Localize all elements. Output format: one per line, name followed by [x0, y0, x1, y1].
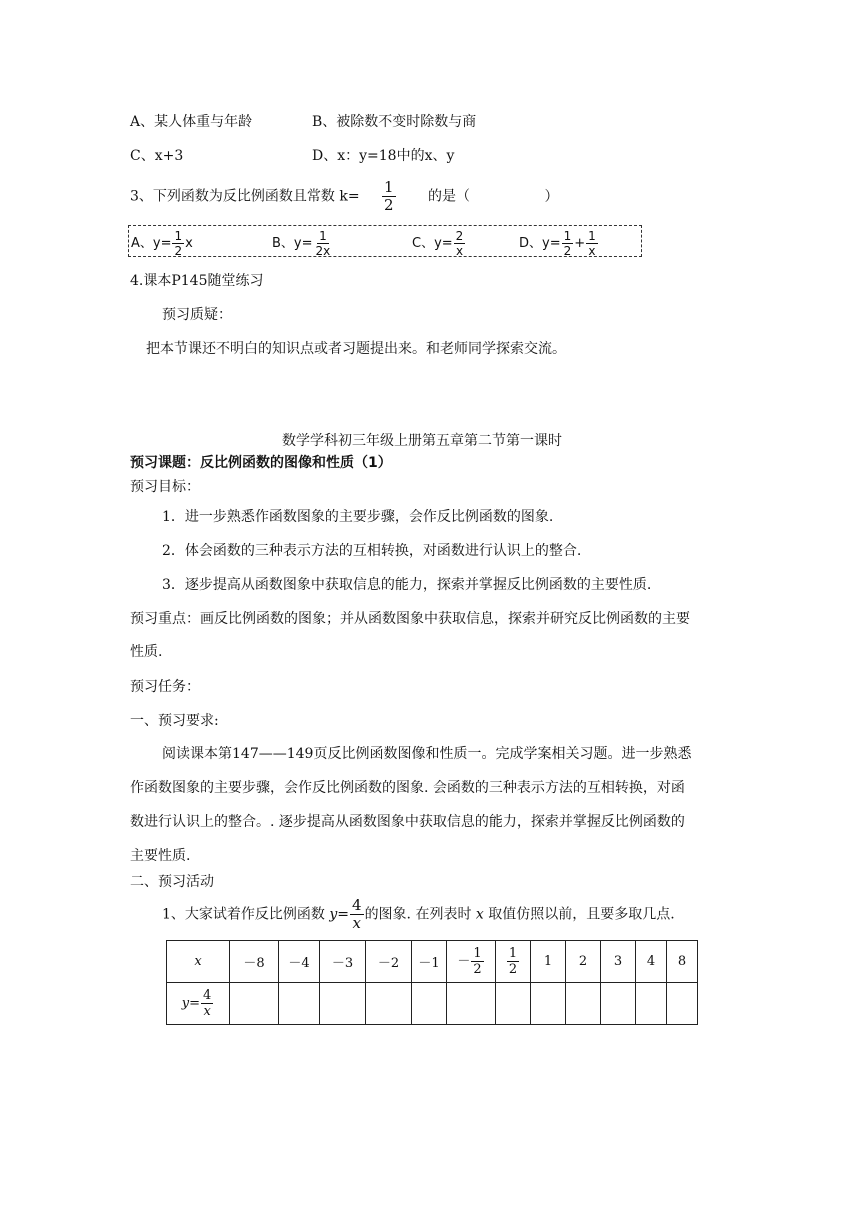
task-title: 预习任务： — [130, 679, 200, 695]
doubt-title: 预习质疑： — [162, 307, 232, 323]
requirements-line-2: 作函数图象的主要步骤，会作反比例函数的图象. 会函数的三种表示方法的互相转换，对函 — [130, 780, 685, 796]
q3-option-a: A、y= $\frac{1}{2}$ x — [131, 229, 193, 258]
question-3-prefix: 3、下列函数为反比例函数且常数 k= — [130, 188, 360, 205]
table-header-y: y= $\frac{4}{x}$ — [167, 983, 230, 1025]
key-points-line-2: 性质. — [130, 644, 163, 660]
table-cell — [566, 983, 601, 1025]
option-b: B、被除数不变时除数与商 — [312, 114, 477, 130]
table-cell — [531, 983, 566, 1025]
table-cell — [279, 983, 320, 1025]
goal-1: 1．进一步熟悉作函数图象的主要步骤，会作反比例函数的图象. — [162, 509, 554, 525]
table-cell — [366, 983, 412, 1025]
table-cell: 4 — [636, 941, 667, 983]
table-cell-neg-half: － $\frac{1}{2}$ — [447, 941, 496, 983]
question-3-close: ） — [544, 188, 559, 205]
table-cell — [601, 983, 636, 1025]
question-3 — [130, 180, 558, 213]
table-cell: 1 — [531, 941, 566, 983]
table-cell: 3 — [601, 941, 636, 983]
requirements-line-3: 数进行认识上的整合。. 逐步提高从函数图象中获取信息的能力，探索并掌握反比例函数的 — [130, 814, 685, 830]
goals-title: 预习目标： — [130, 479, 200, 495]
table-cell: －4 — [279, 941, 320, 983]
key-points-line-1: 预习重点：画反比例函数的图象；并从函数图象中获取信息，探索并研究反比例函数的主要 — [130, 611, 690, 627]
table-cell — [496, 983, 531, 1025]
goal-3: 3．逐步提高从函数图象中获取信息的能力，探索并掌握反比例函数的主要性质. — [162, 577, 652, 593]
table-cell: －3 — [320, 941, 366, 983]
lesson-title: 预习课题：反比例函数的图像和性质（1） — [130, 455, 392, 471]
table-cell: －1 — [412, 941, 447, 983]
table-cell — [412, 983, 447, 1025]
question-4: 4.课本P145随堂练习 — [130, 273, 264, 289]
table-header-x: x — [167, 941, 230, 983]
table-cell — [636, 983, 667, 1025]
option-c: C、x+3 — [130, 148, 184, 164]
doubt-text: 把本节课还不明白的知识点或者习题提出来。和老师同学探索交流。 — [146, 341, 566, 357]
table-cell — [667, 983, 698, 1025]
section-header: 数学学科初三年级上册第五章第二节第一课时 — [282, 433, 562, 449]
activities-title: 二、预习活动 — [130, 874, 214, 890]
table-cell: －8 — [230, 941, 279, 983]
table-cell — [447, 983, 496, 1025]
requirements-line-4: 主要性质. — [130, 848, 191, 864]
k-fraction: $\frac{1}{2}$ — [384, 178, 394, 214]
table-row-y — [167, 983, 698, 1025]
q3-option-d: D、y= $\frac{1}{2}$ + $\frac{1}{x}$ — [519, 229, 596, 258]
table-cell — [320, 983, 366, 1025]
requirements-line-1: 阅读课本第147——149页反比例函数图像和性质一。完成学案相关习题。进一步熟悉 — [162, 746, 692, 762]
activity-1: 1、大家试着作反比例函数 y= $\frac{4}{x}$ 的图象. 在列表时 x 取值仿照以前，且要多取几点. — [162, 896, 675, 932]
q3-option-c: C、y= $\frac{2}{x}$ — [412, 229, 464, 258]
goal-2: 2．体会函数的三种表示方法的互相转换，对函数进行认识上的整合. — [162, 543, 582, 559]
table-cell — [230, 983, 279, 1025]
value-table — [166, 940, 698, 1025]
table-row-x — [167, 941, 698, 983]
q3-option-b: B、y= $\frac{1}{2x}$ — [272, 229, 331, 258]
option-d: D、x：y=18中的x、y — [312, 148, 455, 164]
question-3-options-box — [128, 225, 642, 257]
table-cell: 8 — [667, 941, 698, 983]
option-a: A、某人体重与年龄 — [130, 114, 253, 130]
table-cell-half: $\frac{1}{2}$ — [496, 941, 531, 983]
question-3-suffix: 的是（ — [428, 188, 471, 205]
requirements-title: 一、预习要求: — [130, 713, 219, 729]
table-cell: 2 — [566, 941, 601, 983]
table-cell: －2 — [366, 941, 412, 983]
